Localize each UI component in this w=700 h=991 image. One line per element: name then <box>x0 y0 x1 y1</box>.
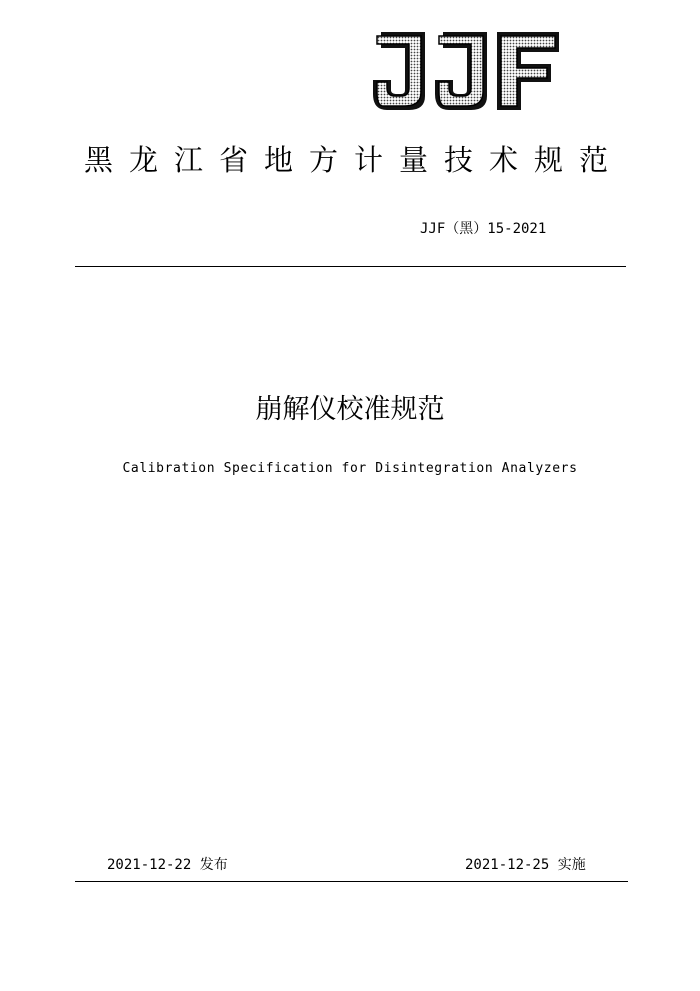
logo-letter-f <box>497 32 559 110</box>
document-number: JJF（黑）15-2021 <box>420 221 547 237</box>
jjf-logo <box>371 30 561 112</box>
logo-letter-j-2 <box>435 32 487 110</box>
bottom-divider <box>75 881 628 882</box>
logo-letter-j-1 <box>373 32 425 110</box>
issue-date: 2021-12-22 发布 <box>107 857 228 873</box>
document-title-chinese: 崩解仪校准规范 <box>255 394 445 425</box>
top-divider <box>75 266 626 267</box>
issuing-body-title: 黑龙江省地方计量技术规范 <box>84 143 625 177</box>
document-title-english: Calibration Specification for Disintegration Analyzers <box>122 461 578 476</box>
implementation-date: 2021-12-25 实施 <box>465 857 586 873</box>
